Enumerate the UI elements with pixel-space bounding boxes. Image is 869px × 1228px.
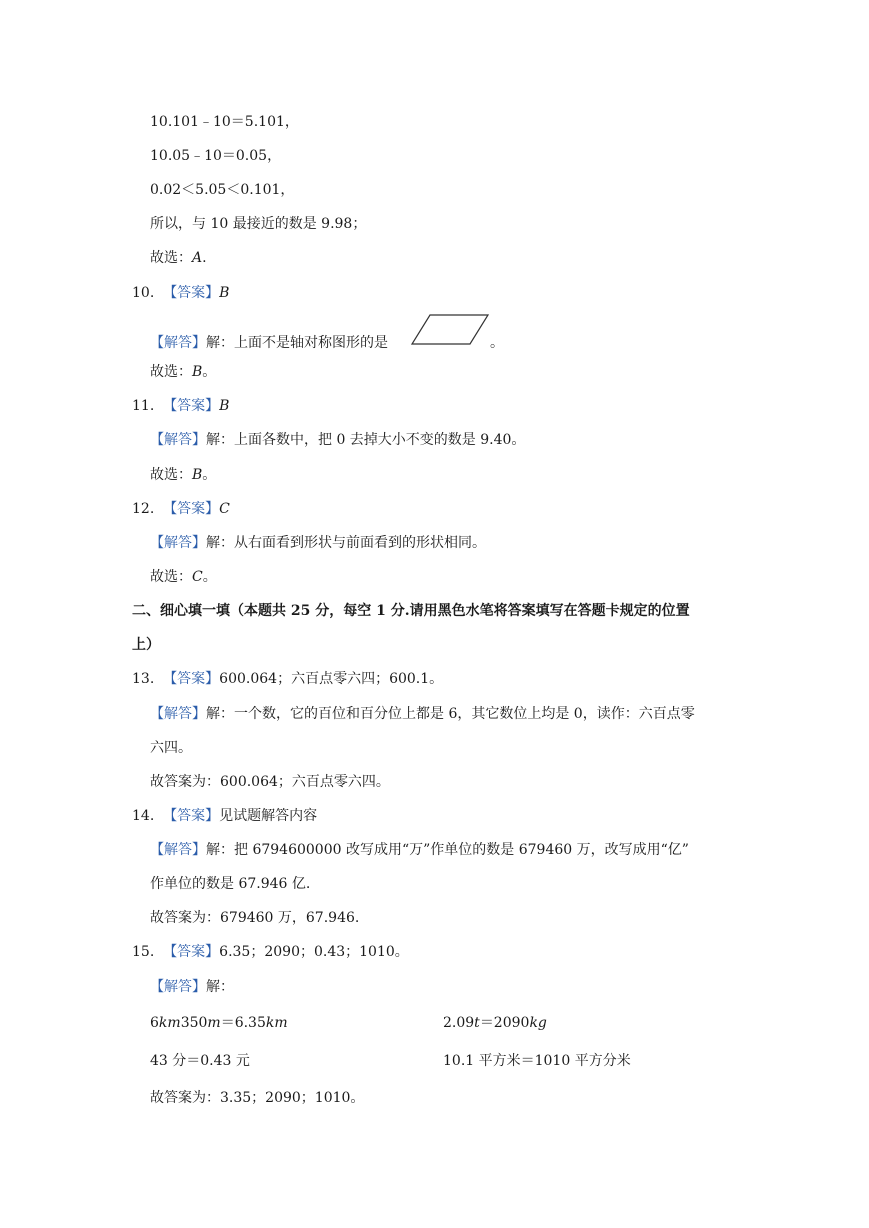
question-number: 15.: [132, 944, 155, 960]
section-heading: 二、细心填一填（本题共 25 分，每空 1 分.请用黑色水笔将答案填写在答题卡规定的位置: [132, 603, 690, 619]
q14-analysis-cont: 作单位的数是 67.946 亿.: [150, 876, 311, 892]
final-answer-line: 故答案为：3.35；2090；1010。: [150, 1090, 365, 1106]
q11-answer-line: [132, 396, 229, 416]
choice-line: 故选：C。: [150, 569, 217, 585]
answer-value: 6.35；2090；0.43；1010。: [219, 944, 409, 960]
conclusion-line: 所以，与 10 最接近的数是 9.98；: [150, 216, 367, 232]
conversion-km: 6km350m＝6.35km: [150, 1015, 288, 1031]
q10-answer-line: [132, 283, 229, 303]
analysis-tag: 【解答】: [150, 432, 206, 448]
q11-analysis-line: 【解答】解：上面各数中，把 0 去掉大小不变的数是 9.40。: [150, 432, 526, 448]
final-answer-line: 故答案为：679460 万，67.946.: [150, 910, 360, 926]
conversion-yuan: 43 分＝0.43 元: [150, 1053, 250, 1069]
analysis-tag: 【解答】: [150, 979, 206, 995]
answer-value: C: [219, 501, 230, 517]
choice-line: 故选：B。: [150, 467, 217, 483]
answer-value: B: [219, 285, 230, 301]
choice-line: 故选：B。: [150, 364, 217, 380]
question-number: 13.: [132, 671, 155, 687]
question-number: 11.: [132, 398, 155, 414]
answer-tag: 【答案】: [163, 285, 220, 301]
answer-tag: 【答案】: [163, 671, 220, 687]
conversion-kg: 2.09t＝2090kg: [443, 1015, 547, 1031]
q15-answer-line: [132, 942, 409, 962]
final-answer-line: 故答案为：600.064；六百点零六四。: [150, 774, 390, 790]
answer-value: 600.064；六百点零六四；600.1。: [219, 671, 444, 687]
answer-tag: 【答案】: [163, 808, 220, 824]
question-number: 14.: [132, 808, 155, 824]
q10-period: 。: [490, 335, 504, 351]
answer-value: B: [219, 398, 230, 414]
calc-line: 10.101﹣10＝5.101，: [150, 114, 299, 130]
analysis-tag: 【解答】: [150, 335, 206, 351]
q14-answer-line: [132, 806, 317, 826]
conversion-area: 10.1 平方米＝1010 平方分米: [443, 1053, 631, 1069]
choice-line: 故选：A.: [150, 250, 207, 266]
question-number: 10.: [132, 285, 155, 301]
analysis-tag: 【解答】: [150, 535, 206, 551]
section-heading-cont: 上）: [132, 637, 160, 653]
q13-analysis-line: 【解答】解：一个数，它的百位和百分位上都是 6，其它数位上均是 0，读作：六百点零: [150, 706, 695, 722]
calc-line: 0.02＜5.05＜0.101，: [150, 182, 295, 198]
answer-tag: 【答案】: [163, 501, 220, 517]
q12-answer-line: [132, 499, 230, 519]
q13-answer-line: [132, 669, 443, 689]
q12-analysis-line: 【解答】解：从右面看到形状与前面看到的形状相同。: [150, 535, 486, 551]
q13-analysis-cont: 六四。: [150, 740, 192, 756]
analysis-tag: 【解答】: [150, 706, 206, 722]
answer-tag: 【答案】: [163, 398, 220, 414]
q10-analysis-line: 【解答】解：上面不是轴对称图形的是: [150, 335, 388, 351]
answer-tag: 【答案】: [163, 944, 220, 960]
calc-line: 10.05﹣10＝0.05，: [150, 148, 282, 164]
q14-analysis-line: 【解答】解：把 6794600000 改写成用“万”作单位的数是 679460 万，改写成用“亿”: [150, 842, 689, 858]
answer-value: 见试题解答内容: [219, 808, 318, 824]
analysis-tag: 【解答】: [150, 842, 206, 858]
q15-analysis-line: 【解答】解：: [150, 979, 234, 995]
question-number: 12.: [132, 501, 155, 517]
parallelogram-figure: [410, 314, 490, 346]
